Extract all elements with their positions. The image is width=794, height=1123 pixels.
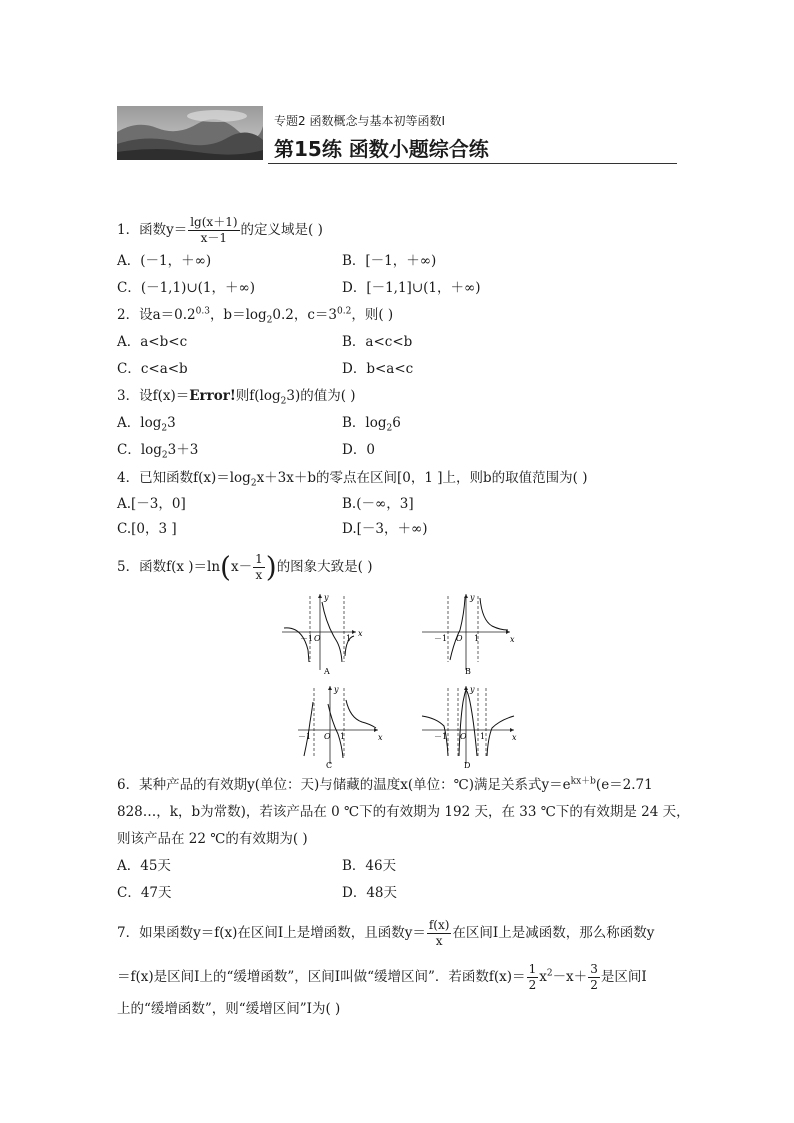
graph-a-label: A xyxy=(324,667,330,676)
q6-option-d: D．48天 xyxy=(342,885,398,901)
question-6-line-1: 6．某种产品的有效期y(单位：天)与储藏的温度x(单位：℃)满足关系式$y=e^{kx+b}(e=2.71$ xyxy=(117,776,653,793)
graph-b-x-label: x xyxy=(510,635,515,644)
graph-b-tick-neg: －1 xyxy=(434,634,448,643)
graph-c-tick-pos: 1 xyxy=(340,732,346,741)
q1-option-a: A．(－1，＋∞) xyxy=(117,253,212,269)
graph-d-tick-pos: 1 xyxy=(480,732,486,741)
q4-option-c: C.[0，3 ] xyxy=(117,521,177,537)
question-2: 2．设$a=0.2^{0.3}$，$b=\log_20.2$，$c=3^{0.2}$，则( ) xyxy=(117,306,394,326)
q1-option-d: D．[－1,1]∪(1，＋∞) xyxy=(342,280,481,296)
graph-c-x-label: x xyxy=(378,733,383,742)
graph-d-origin: O xyxy=(460,732,467,741)
graph-b-origin: O xyxy=(456,634,463,643)
question-5: 5．函数f(x )＝ln(x－ $\frac{1}{x}$ )的图象大致是( ) xyxy=(117,550,373,584)
q2-option-a: A．a<b<c xyxy=(117,334,188,350)
q1-numerator: lg(x＋1) xyxy=(190,215,238,229)
graph-b-tick-pos: 1 xyxy=(474,634,480,643)
q6-option-a: A．45天 xyxy=(117,858,171,874)
question-3: 3．设f(x)＝Error!则$f(\log_23)$的值为( ) xyxy=(117,388,356,407)
graph-c-origin: O xyxy=(324,732,331,741)
q3-option-c: C．$\log_23+3$ xyxy=(117,442,199,461)
question-7-line-1: 7．如果函数y＝f(x)在区间I上是增函数，且函数y＝ $\frac{f(x)}{x}$ 在区间I上是减函数，那么称函数y xyxy=(117,918,655,948)
question-7-line-2: ＝f(x)是区间I上的“缓增函数”，区间I叫做“缓增区间”．若函数f(x)＝ $\frac{1}{2}$ $x^2-x+$ $\frac{3}{2}$ 是区间I xyxy=(117,962,647,992)
q4-option-d: D.[－3，＋∞) xyxy=(342,521,428,537)
graph-d xyxy=(418,682,518,772)
q1-option-b: B．[－1，＋∞) xyxy=(342,253,437,269)
graph-c-y-label: y xyxy=(334,685,339,694)
header-divider xyxy=(268,163,677,164)
q3-option-d: D．0 xyxy=(342,442,375,458)
question-7-line-3: 上的“缓增函数”，则“缓增区间”I为( ) xyxy=(117,1001,341,1017)
graph-d-x-label: x xyxy=(512,733,517,742)
q2-option-c: C．c<a<b xyxy=(117,361,188,377)
graph-b xyxy=(418,590,518,680)
graph-b-y-label: y xyxy=(470,593,475,602)
question-6-line-2: 828…，k，b为常数)，若该产品在 0 ℃下的有效期为 192 天，在 33 ℃下的有效期是 24 天， xyxy=(117,804,690,820)
q1-stem-pre: 1．函数y＝ xyxy=(117,222,188,238)
graph-c xyxy=(292,682,392,772)
graph-d-y-label: y xyxy=(470,685,475,694)
graph-a-x-label: x xyxy=(358,629,363,638)
q2-option-d: D．b<a<c xyxy=(342,361,414,377)
q3-option-a: A．$\log_23$ xyxy=(117,415,176,434)
q4-option-b: B.(－∞，3] xyxy=(342,496,414,512)
graph-a-origin: O xyxy=(314,634,321,643)
error-text: Error! xyxy=(189,388,236,404)
q6-option-b: B．46天 xyxy=(342,858,397,874)
page-title: 第15练 函数小题综合练 xyxy=(274,137,489,161)
landscape-photo xyxy=(117,106,263,160)
q4-option-a: A.[－3，0] xyxy=(117,496,186,512)
q2-option-b: B．a<c<b xyxy=(342,334,413,350)
q6-option-c: C．47天 xyxy=(117,885,172,901)
graph-d-tick-neg: －1 xyxy=(434,732,448,741)
graph-b-label: B xyxy=(465,667,471,676)
graph-a xyxy=(278,590,378,680)
question-4: 4．已知函数$f(x)=\log_2x+3x+b$的零点在区间[0，1 ]上，则b的取值范围为( ) xyxy=(117,470,588,489)
graph-a-tick-neg: －1 xyxy=(300,634,314,643)
q1-stem-post: 的定义域是( ) xyxy=(240,222,323,238)
graph-c-label: C xyxy=(326,761,333,770)
q1-option-c: C．(－1,1)∪(1，＋∞) xyxy=(117,280,256,296)
topic-label: 专题2 函数概念与基本初等函数Ⅰ xyxy=(274,114,445,128)
question-1 xyxy=(117,215,323,246)
q3-option-b: B．$\log_26$ xyxy=(342,415,401,434)
q1-denominator: x－1 xyxy=(200,231,228,245)
graph-a-tick-pos: 1 xyxy=(346,634,352,643)
q1-fraction xyxy=(188,215,239,246)
graph-c-tick-neg: －1 xyxy=(298,732,312,741)
graph-a-y-label: y xyxy=(324,593,329,602)
question-6-line-3: 则该产品在 22 ℃的有效期为( ) xyxy=(117,831,308,847)
graph-d-label: D xyxy=(464,761,471,770)
